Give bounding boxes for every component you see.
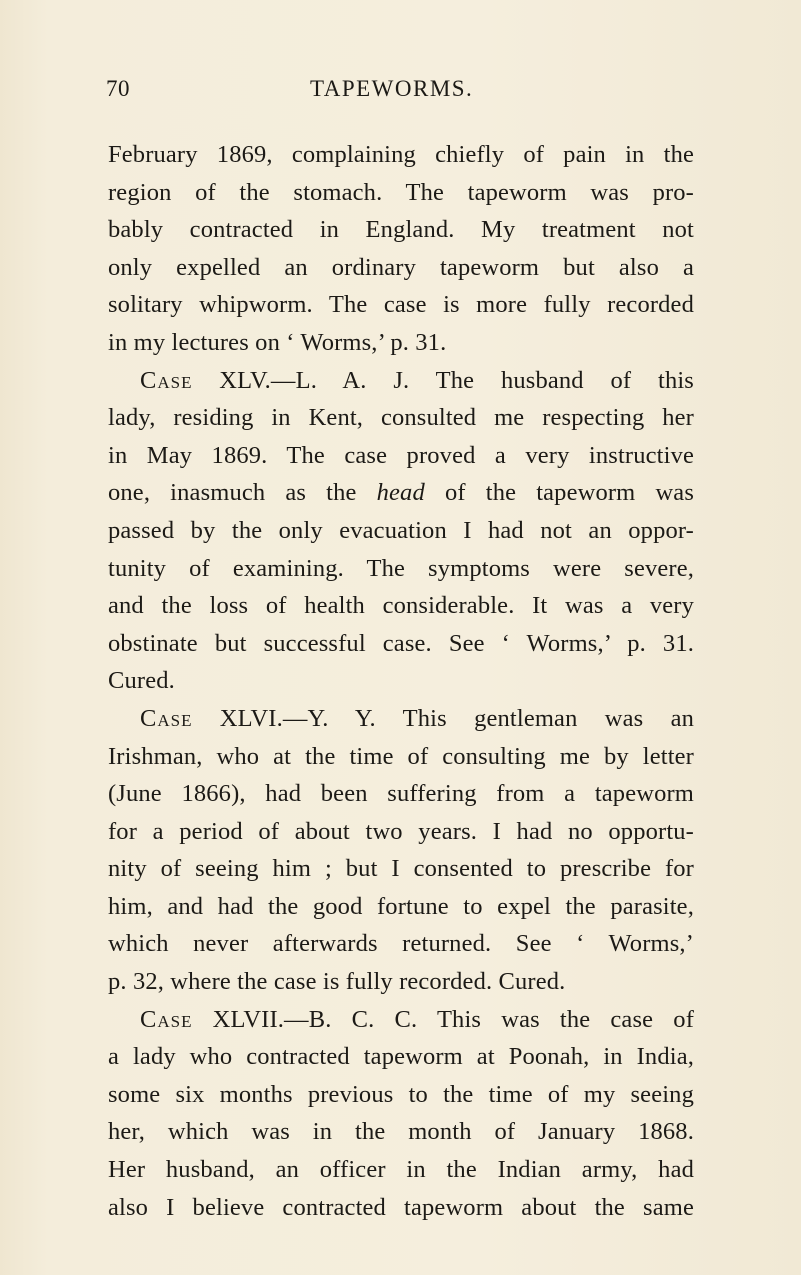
case-heading-line	[108, 1001, 694, 1039]
case-xlvi-heading: XLVI.—Y. Y. This gentleman was an	[219, 704, 694, 732]
text-line: (June 1866), had been suffering from a tapeworm	[108, 780, 694, 808]
running-title: TAPEWORMS.	[310, 76, 474, 101]
text-line: him, and had the good fortune to expel the parasite,	[108, 892, 694, 920]
text-line: tunity of examining. The symptoms were severe,	[108, 554, 694, 582]
text-line: and the loss of health considerable. It was a very	[108, 592, 694, 620]
text-line: in my lectures on ‘ Worms,’ p. 31.	[108, 328, 447, 356]
text-line: which never afterwards returned. See ‘ Worms,’	[108, 930, 694, 958]
text-line: in May 1869. The case proved a very instructive	[108, 441, 694, 469]
case-xlv-heading: XLV.—L. A. J. The husband of this	[219, 366, 694, 394]
text-line: solitary whipworm. The case is more fully recorded	[108, 291, 694, 319]
body-text	[108, 136, 694, 1226]
text-line: February 1869, complaining chiefly of pain in the	[108, 141, 694, 168]
text-fragment: one, inasmuch as the	[108, 479, 377, 507]
text-line: some six months previous to the time of my seeing	[108, 1080, 694, 1108]
text-line: a lady who contracted tapeworm at Poonah, in India,	[108, 1043, 694, 1071]
text-line: for a period of about two years. I had no opportu-	[108, 817, 694, 845]
text-line: her, which was in the month of January 1868.	[108, 1118, 694, 1146]
case-heading-line	[108, 700, 694, 738]
case-label: Case	[140, 1005, 193, 1033]
text-line: lady, residing in Kent, consulted me respecting her	[108, 404, 694, 432]
text-line: p. 32, where the case is fully recorded. Cured.	[108, 968, 566, 996]
case-label: Case	[140, 366, 193, 394]
text-line: also I believe contracted tapeworm about the same	[108, 1193, 694, 1221]
text-line: Her husband, an officer in the Indian army, had	[108, 1156, 694, 1184]
case-xlvii-heading: XLVII.—B. C. C. This was the case of	[212, 1005, 695, 1033]
text-line	[108, 474, 694, 512]
text-line: bably contracted in England. My treatment not	[108, 216, 694, 244]
text-line: region of the stomach. The tapeworm was pro-	[108, 178, 694, 206]
text-line: Cured.	[108, 667, 175, 695]
text-line: only expelled an ordinary tapeworm but also a	[108, 253, 694, 281]
text-fragment: of the tapeworm was	[424, 479, 694, 507]
case-heading-line	[108, 362, 694, 400]
case-label: Case	[140, 704, 193, 732]
page-number: 70	[106, 76, 130, 101]
text-line: passed by the only evacuation I had not an oppor-	[108, 516, 694, 544]
text-line: Irishman, who at the time of consulting me by letter	[108, 742, 694, 770]
page-header	[0, 76, 801, 106]
text-line: obstinate but successful case. See ‘ Worms,’ p. 31.	[108, 629, 694, 657]
emphasis-head: head	[376, 479, 425, 507]
text-line: nity of seeing him ; but I consented to prescribe for	[108, 855, 694, 883]
